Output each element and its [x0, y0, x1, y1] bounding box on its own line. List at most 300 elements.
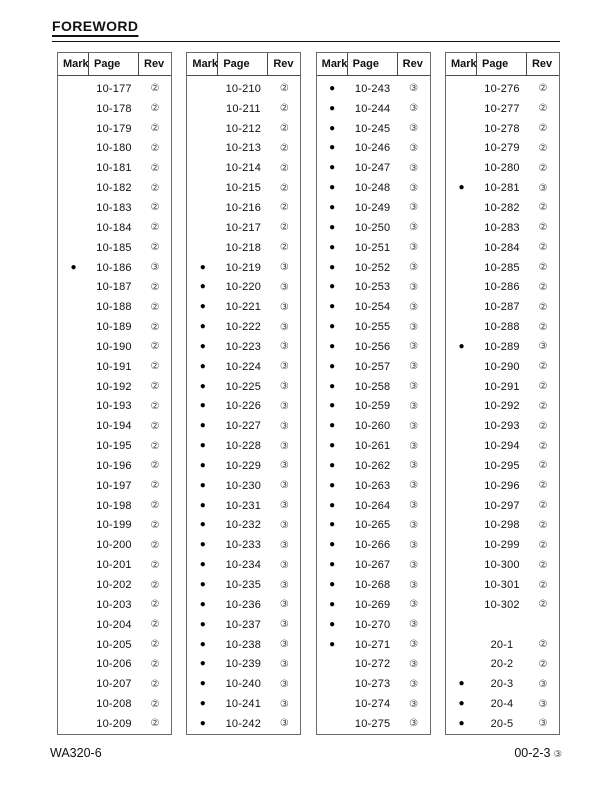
mark-cell	[317, 600, 348, 610]
rev-cell: ②	[279, 123, 289, 135]
page-cell: 10-283	[484, 221, 520, 234]
rev-cell: ③	[279, 639, 289, 651]
page-cell: 10-177	[96, 82, 132, 95]
page-cell: 10-252	[354, 261, 391, 274]
table-row	[187, 516, 300, 536]
revision-table-1	[57, 52, 172, 735]
table-row	[58, 79, 171, 99]
rev-cell: ③	[409, 639, 419, 651]
revision-table-4	[445, 52, 560, 735]
mark-cell	[317, 560, 348, 570]
rev-cell: ②	[538, 400, 548, 412]
rev-cell: ②	[538, 658, 548, 670]
page-cell: 10-195	[96, 440, 132, 453]
table-row	[58, 595, 171, 615]
rev-cell: ②	[150, 103, 160, 115]
table-row	[187, 535, 300, 555]
table-row	[58, 456, 171, 476]
page-cell: 10-280	[484, 162, 520, 175]
table-row	[187, 337, 300, 357]
page-cell: 10-230	[225, 479, 262, 492]
table-header-row	[446, 53, 559, 76]
rev-cell: ②	[538, 222, 548, 234]
rev-cell: ③	[409, 480, 419, 492]
table-row	[187, 456, 300, 476]
rev-cell: ③	[409, 698, 419, 710]
rev-cell: ②	[538, 361, 548, 373]
revision-mark-bullet: ●	[199, 380, 206, 392]
revision-mark-bullet: ●	[329, 281, 336, 293]
page-cell: 10-251	[354, 241, 391, 254]
column-header-rev: Rev	[273, 58, 294, 70]
rev-cell: ③	[409, 262, 419, 274]
table-body	[446, 76, 559, 734]
mark-cell	[317, 163, 348, 173]
rev-cell: ②	[150, 182, 160, 194]
revision-mark-bullet: ●	[199, 321, 206, 333]
page-cell: 10-289	[484, 340, 520, 353]
column-header-mark: Mark	[446, 53, 477, 75]
table-row	[446, 178, 559, 198]
page-cell: 10-268	[354, 579, 391, 592]
revision-mark-bullet: ●	[329, 142, 336, 154]
page-cell: 10-273	[354, 678, 391, 691]
revision-mark-bullet: ●	[199, 579, 206, 591]
rev-cell: ③	[409, 103, 419, 115]
mark-cell	[317, 640, 348, 650]
table-row	[446, 555, 559, 575]
page-cell: 10-279	[484, 142, 520, 155]
table-row	[317, 139, 430, 159]
table-row	[58, 277, 171, 297]
page-cell: 10-278	[484, 122, 520, 135]
table-row	[446, 674, 559, 694]
rev-cell: ②	[150, 83, 160, 95]
page-cell: 10-218	[225, 241, 262, 254]
rev-cell: ②	[538, 142, 548, 154]
table-row	[317, 377, 430, 397]
mark-cell	[187, 501, 218, 511]
table-row	[446, 635, 559, 655]
rev-cell: ②	[538, 519, 548, 531]
table-row	[446, 397, 559, 417]
page-cell: 10-265	[354, 519, 391, 532]
footer-model-number: WA320-6	[50, 746, 102, 760]
rev-cell: ③	[279, 262, 289, 274]
revision-mark-bullet: ●	[199, 261, 206, 273]
table-row	[187, 615, 300, 635]
rev-cell: ③	[538, 698, 548, 710]
rev-cell: ②	[538, 500, 548, 512]
rev-cell: ②	[150, 281, 160, 293]
revision-mark-bullet: ●	[329, 261, 336, 273]
page-cell: 10-234	[225, 559, 262, 572]
table-row	[187, 416, 300, 436]
revision-mark-bullet: ●	[199, 301, 206, 313]
mark-cell	[317, 183, 348, 193]
table-row	[58, 158, 171, 178]
page-cell: 10-200	[96, 539, 132, 552]
page-footer	[50, 746, 562, 760]
table-row	[446, 496, 559, 516]
rev-cell: ③	[279, 281, 289, 293]
page-cell: 10-226	[225, 400, 262, 413]
page-cell: 10-224	[225, 360, 262, 373]
rev-cell: ②	[150, 579, 160, 591]
rev-cell: ②	[279, 83, 289, 95]
footer-page-number	[514, 746, 562, 760]
table-row	[58, 555, 171, 575]
mark-cell	[187, 441, 218, 451]
table-row	[187, 595, 300, 615]
page-cell: 10-275	[354, 717, 391, 730]
rev-cell: ②	[150, 718, 160, 730]
table-row	[317, 218, 430, 238]
page-cell: 10-242	[225, 717, 262, 730]
mark-cell	[187, 580, 218, 590]
page-cell: 10-299	[484, 539, 520, 552]
table-row	[317, 595, 430, 615]
revision-mark-bullet: ●	[199, 519, 206, 531]
page-cell: 10-281	[484, 182, 520, 195]
revision-mark-bullet: ●	[329, 340, 336, 352]
rev-cell: ③	[150, 262, 160, 274]
table-row	[58, 337, 171, 357]
page-cell: 10-228	[225, 440, 262, 453]
revision-mark-bullet: ●	[329, 579, 336, 591]
page-cell: 10-298	[484, 519, 520, 532]
table-row	[58, 317, 171, 337]
rev-cell: ②	[150, 202, 160, 214]
column-header-page: Page	[218, 53, 268, 75]
table-row	[58, 496, 171, 516]
rev-cell: ③	[409, 242, 419, 254]
mark-cell	[187, 362, 218, 372]
page-cell: 10-188	[96, 301, 132, 314]
table-row	[187, 178, 300, 198]
page-cell: 10-215	[225, 182, 262, 195]
rev-cell: ②	[150, 639, 160, 651]
rev-cell: ③	[409, 381, 419, 393]
rev-cell: ②	[538, 460, 548, 472]
table-row	[317, 158, 430, 178]
mark-cell	[187, 520, 218, 530]
page-cell: 10-293	[484, 420, 520, 433]
page-cell: 10-231	[225, 499, 262, 512]
page-cell: 20-1	[490, 638, 514, 651]
rev-cell: ②	[150, 658, 160, 670]
revision-mark-bullet: ●	[329, 360, 336, 372]
table-row	[187, 277, 300, 297]
column-header-rev: Rev	[531, 58, 553, 70]
page-header	[52, 18, 560, 42]
page-cell: 10-284	[484, 241, 520, 254]
page-cell: 10-272	[354, 658, 391, 671]
table-row	[187, 99, 300, 119]
page-cell: 10-300	[484, 559, 520, 572]
table-row	[317, 317, 430, 337]
page-cell: 10-274	[354, 698, 391, 711]
mark-cell	[317, 322, 348, 332]
rev-cell: ③	[409, 361, 419, 373]
table-row	[317, 575, 430, 595]
page-cell: 10-191	[96, 360, 132, 373]
revision-mark-bullet: ●	[329, 122, 336, 134]
table-row	[317, 99, 430, 119]
page-cell: 10-182	[96, 182, 132, 195]
page-cell: 10-211	[226, 102, 261, 115]
rev-cell: ③	[279, 440, 289, 452]
table-row	[446, 218, 559, 238]
mark-cell	[446, 342, 477, 352]
rev-cell: ③	[279, 321, 289, 333]
rev-cell: ②	[279, 103, 289, 115]
page-cell: 10-288	[484, 321, 520, 334]
rev-cell: ③	[409, 460, 419, 472]
mark-cell	[187, 342, 218, 352]
rev-cell: ②	[150, 678, 160, 690]
revision-mark-bullet: ●	[199, 638, 206, 650]
page-cell: 20-5	[490, 717, 514, 730]
rev-cell: ②	[150, 559, 160, 571]
rev-cell: ③	[279, 341, 289, 353]
mark-cell	[446, 719, 477, 729]
revision-mark-bullet: ●	[329, 459, 336, 471]
revision-mark-bullet: ●	[458, 182, 465, 194]
mark-cell	[317, 84, 348, 94]
mark-cell	[317, 203, 348, 213]
revision-mark-bullet: ●	[199, 559, 206, 571]
rev-cell: ②	[538, 242, 548, 254]
mark-cell	[317, 401, 348, 411]
table-row	[58, 654, 171, 674]
table-row	[317, 694, 430, 714]
column-header-mark: Mark	[58, 53, 89, 75]
page-cell: 10-223	[225, 340, 262, 353]
revision-mark-bullet: ●	[329, 380, 336, 392]
table-row	[58, 377, 171, 397]
page-cell: 10-197	[96, 479, 132, 492]
mark-cell	[317, 282, 348, 292]
page-cell: 10-245	[354, 122, 391, 135]
page-cell: 10-232	[225, 519, 262, 532]
rev-cell: ②	[150, 242, 160, 254]
rev-cell: ②	[150, 321, 160, 333]
rev-cell: ③	[409, 718, 419, 730]
column-header-mark: Mark	[317, 53, 348, 75]
mark-cell	[187, 560, 218, 570]
page-cell: 10-254	[354, 301, 391, 314]
page-cell: 10-261	[354, 440, 391, 453]
rev-cell: ③	[538, 182, 548, 194]
rev-cell: ③	[279, 381, 289, 393]
table-row	[187, 654, 300, 674]
table-row	[58, 198, 171, 218]
mark-cell	[317, 461, 348, 471]
rev-cell: ③	[409, 281, 419, 293]
table-row	[187, 555, 300, 575]
page-cell: 10-181	[96, 162, 132, 175]
rev-cell: ③	[409, 341, 419, 353]
page-cell: 10-239	[225, 658, 262, 671]
revision-mark-bullet: ●	[329, 221, 336, 233]
revision-mark-bullet: ●	[458, 340, 465, 352]
rev-cell: ③	[409, 559, 419, 571]
rev-cell: ③	[279, 658, 289, 670]
page-cell: 10-184	[96, 221, 132, 234]
page-cell: 10-193	[96, 400, 132, 413]
revision-mark-bullet: ●	[199, 479, 206, 491]
rev-cell: ②	[150, 361, 160, 373]
revision-mark-bullet: ●	[199, 698, 206, 710]
page-cell: 10-248	[354, 182, 391, 195]
revision-mark-bullet: ●	[329, 519, 336, 531]
rev-cell: ②	[279, 162, 289, 174]
rev-cell: ②	[150, 420, 160, 432]
table-row	[446, 694, 559, 714]
page-cell: 10-180	[96, 142, 132, 155]
mark-cell	[317, 243, 348, 253]
rev-cell: ②	[150, 301, 160, 313]
page-cell: 10-286	[484, 281, 520, 294]
revision-mark-bullet: ●	[199, 658, 206, 670]
mark-cell	[187, 263, 218, 273]
rev-cell: ②	[150, 381, 160, 393]
table-row	[446, 516, 559, 536]
mark-cell	[446, 699, 477, 709]
rev-cell: ②	[538, 103, 548, 115]
rev-cell: ③	[409, 182, 419, 194]
table-row	[187, 238, 300, 258]
rev-cell: ②	[150, 440, 160, 452]
page-cell: 10-229	[225, 459, 262, 472]
page-cell: 10-199	[96, 519, 132, 532]
tables-container	[57, 52, 560, 735]
table-row	[446, 277, 559, 297]
table-row	[446, 377, 559, 397]
table-row	[446, 119, 559, 139]
rev-cell: ③	[409, 599, 419, 611]
revision-mark-bullet: ●	[329, 162, 336, 174]
rev-cell: ②	[538, 440, 548, 452]
revision-mark-bullet: ●	[329, 440, 336, 452]
rev-cell: ②	[538, 321, 548, 333]
page-cell: 10-302	[484, 598, 520, 611]
rev-cell: ③	[279, 500, 289, 512]
revision-mark-bullet: ●	[329, 321, 336, 333]
rev-cell: ③	[409, 420, 419, 432]
page-cell: 10-205	[96, 638, 132, 651]
rev-cell: ②	[150, 539, 160, 551]
table-row	[446, 535, 559, 555]
column-header-rev: Rev	[144, 58, 165, 70]
rev-cell: ③	[279, 698, 289, 710]
page-cell: 20-2	[490, 658, 514, 671]
column-header-rev: Rev	[402, 58, 423, 70]
revision-mark-bullet: ●	[199, 400, 206, 412]
table-row	[317, 238, 430, 258]
mark-cell	[187, 322, 218, 332]
table-row	[58, 635, 171, 655]
page-cell: 10-202	[96, 579, 132, 592]
page-cell: 10-276	[484, 82, 520, 95]
rev-cell: ③	[409, 539, 419, 551]
table-row	[317, 79, 430, 99]
mark-cell	[317, 342, 348, 352]
rev-cell: ③	[409, 619, 419, 631]
page-cell: 10-210	[225, 82, 262, 95]
revision-mark-bullet: ●	[199, 459, 206, 471]
table-row	[446, 238, 559, 258]
rev-cell: ②	[150, 698, 160, 710]
table-row	[58, 258, 171, 278]
page-cell: 10-240	[225, 678, 262, 691]
table-row	[58, 516, 171, 536]
rev-cell: ③	[409, 400, 419, 412]
table-row	[446, 357, 559, 377]
rev-cell: ②	[538, 381, 548, 393]
rev-cell: ③	[409, 678, 419, 690]
page-cell: 10-186	[96, 261, 132, 274]
page-cell: 10-185	[96, 241, 132, 254]
rev-cell: ③	[409, 83, 419, 95]
page-cell: 10-269	[354, 598, 391, 611]
mark-cell	[187, 640, 218, 650]
rev-cell: ③	[409, 321, 419, 333]
rev-cell: ②	[538, 301, 548, 313]
rev-cell: ③	[279, 678, 289, 690]
table-row	[187, 674, 300, 694]
page-cell: 20-3	[490, 678, 514, 691]
rev-cell: ③	[409, 579, 419, 591]
page-cell: 10-208	[96, 698, 132, 711]
rev-cell: ②	[538, 281, 548, 293]
rev-cell: ③	[279, 400, 289, 412]
table-header-row	[187, 53, 300, 76]
mark-cell	[317, 263, 348, 273]
table-row	[187, 158, 300, 178]
page-cell: 10-238	[225, 638, 262, 651]
table-row	[317, 297, 430, 317]
table-body	[187, 76, 300, 734]
revision-mark-bullet: ●	[329, 618, 336, 630]
table-row	[446, 139, 559, 159]
rev-cell: ②	[538, 123, 548, 135]
page-cell: 10-247	[354, 162, 391, 175]
page-cell: 10-264	[354, 499, 391, 512]
mark-cell	[317, 520, 348, 530]
rev-cell: ②	[538, 559, 548, 571]
revision-mark-bullet: ●	[199, 499, 206, 511]
table-row	[58, 714, 171, 734]
revision-mark-bullet: ●	[199, 420, 206, 432]
page-cell: 10-249	[354, 201, 391, 214]
rev-cell: ②	[279, 222, 289, 234]
rev-cell: ③	[279, 619, 289, 631]
table-row	[317, 337, 430, 357]
page-cell: 10-241	[225, 698, 262, 711]
table-row	[58, 436, 171, 456]
rev-cell: ②	[538, 639, 548, 651]
mark-cell	[187, 481, 218, 491]
table-row	[58, 674, 171, 694]
mark-cell	[187, 540, 218, 550]
mark-cell	[187, 679, 218, 689]
table-row	[58, 694, 171, 714]
table-row	[187, 714, 300, 734]
revision-mark-bullet: ●	[329, 201, 336, 213]
page-cell: 10-207	[96, 678, 132, 691]
